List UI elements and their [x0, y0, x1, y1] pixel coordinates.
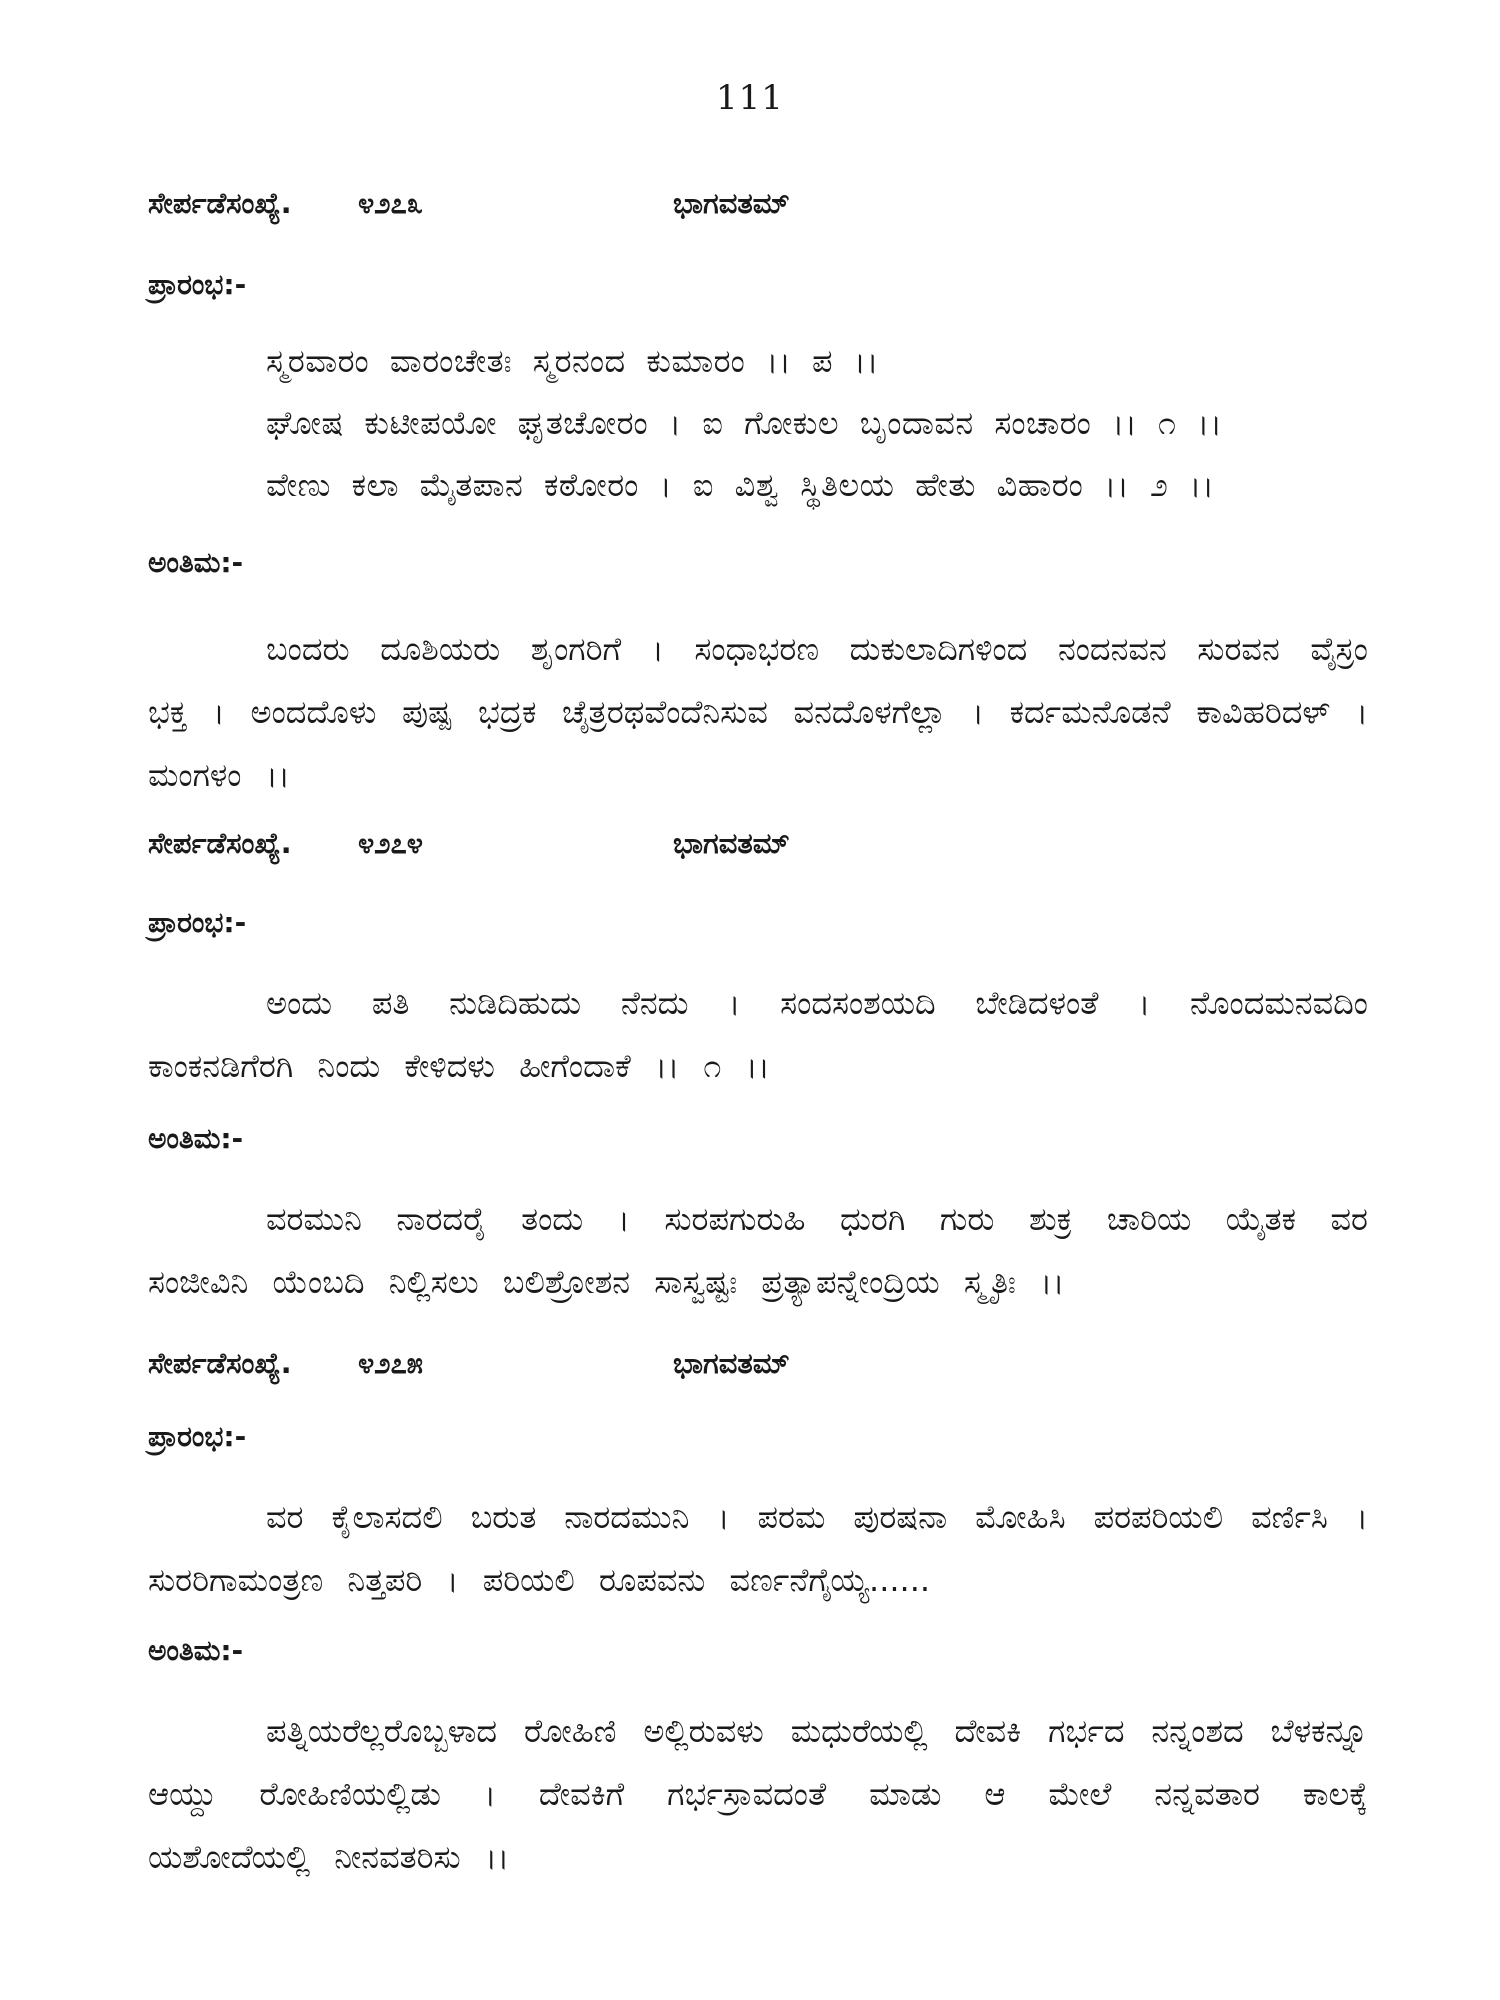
serial-number: ೪೨೭೪	[358, 826, 423, 860]
start-label: ಪ್ರಾರಂಭ:-	[148, 268, 247, 301]
catalog-entry	[148, 186, 1368, 807]
serial-label: ಸೇರ್ಪಡೆಸಂಖ್ಯೆ.	[148, 826, 292, 860]
verse-line: ವೇಣು ಕಲಾ ಮೈತಪಾನ ಕಠೋರಂ । ಐ ವಿಶ್ವ ಸ್ಥಿತಿಲಯ ಹೇತು ವಿಹಾರಂ ।। ೨ ।।	[266, 466, 1215, 504]
end-label: ಅಂತಿಮ:-	[148, 1634, 244, 1667]
end-label: ಅಂತಿಮ:-	[148, 546, 244, 579]
start-verse	[148, 330, 1368, 516]
end-text: ವರಮುನಿ ನಾರದರೈ ತಂದು । ಸುರಪಗುರುಹಿ ಧುರಗಿ ಗುರು ಶುಕ್ರ ಚಾರಿಯ ಯೈತಕ ವರ ಸಂಜೀವಿನಿ ಯೆಂಬದಿ ನಿಲ್ಲಿಸಲು ಬಲಿಶ್ರೋಶನ ಸಾಸ್ವಷ್ಟಃ ಪ್ರತ್ಯಾಪನ್ನೇಂದ್ರಿಯ ಸ್ಮೃತಿಃ ।।	[148, 1200, 1368, 1301]
start-label: ಪ್ರಾರಂಭ:-	[148, 1420, 247, 1453]
end-label: ಅಂತಿಮ:-	[148, 1122, 244, 1155]
entry-header	[148, 186, 1368, 234]
end-text: ಪತ್ನಿಯರೆಲ್ಲರೊಬ್ಬಳಾದ ರೋಹಿಣಿ ಅಲ್ಲಿರುವಳು ಮಧುರೆಯಲ್ಲಿ ದೇವಕಿ ಗರ್ಭದ ನನ್ನಂಶದ ಬೆಳಕನ್ನೂ ಆಯ್ದು ರೋಹಿಣಿಯಲ್ಲಿಡು । ದೇವಕಿಗೆ ಗರ್ಭಸ್ರಾವದಂತೆ ಮಾಡು ಆ ಮೇಲೆ ನನ್ನವತಾರ ಕಾಲಕ್ಕೆ ಯಶೋದೆಯಲ್ಲಿ ನೀನವತರಿಸು ।।	[148, 1712, 1368, 1876]
entry-title: ಭಾಗವತಮ್	[673, 186, 790, 220]
serial-number: ೪೨೭೫	[358, 1346, 423, 1380]
entry-header	[148, 826, 1368, 874]
catalog-entry	[148, 1346, 1368, 1889]
verse-line: ಘೋಷ ಕುಟೀಪಯೋ ಘೃತಚೋರಂ । ಐ ಗೋಕುಲ ಬೃಂದಾವನ ಸಂಚಾರಂ ।। ೧ ।।	[266, 404, 1223, 442]
serial-number: ೪೨೭೩	[358, 186, 423, 220]
page-number: 111	[716, 78, 784, 118]
start-label: ಪ್ರಾರಂಭ:-	[148, 906, 247, 939]
entry-title: ಭಾಗವತಮ್	[673, 1346, 790, 1380]
serial-label: ಸೇರ್ಪಡೆಸಂಖ್ಯೆ.	[148, 186, 292, 220]
serial-label: ಸೇರ್ಪಡೆಸಂಖ್ಯೆ.	[148, 1346, 292, 1380]
end-text: ಬಂದರು ದೂಶಿಯರು ಶೃಂಗರಿಗೆ । ಸಂಧಾಭರಣ ದುಕುಲಾದಿಗಳಿಂದ ನಂದನವನ ಸುರವನ ವೈಸ್ರಂ ಭಕ್ತ । ಅಂದದೊಳು ಪುಷ್ಪ ಭದ್ರಕ ಚೈತ್ರರಥವೆಂದೆನಿಸುವ ವನದೊಳಗೆಲ್ಲಾ । ಕರ್ದಮನೊಡನೆ ಕಾವಿಹರಿದಳ್ । ಮಂಗಳಂ ।।	[148, 630, 1368, 794]
start-text: ಅಂದು ಪತಿ ನುಡಿದಿಹುದು ನೆನದು । ಸಂದಸಂಶಯದಿ ಬೇಡಿದಳಂತೆ । ನೊಂದಮನವದಿಂ ಕಾಂಕನಡಿಗೆರಗಿ ನಿಂದು ಕೇಳಿದಳು ಹೀಗೆಂದಾಕೆ ।। ೧ ।।	[148, 984, 1368, 1085]
entry-title: ಭಾಗವತಮ್	[673, 826, 790, 860]
catalog-entry	[148, 826, 1368, 1314]
entry-header	[148, 1346, 1368, 1394]
verse-line: ಸ್ಮರವಾರಂ ವಾರಂಚೇತಃ ಸ್ಮರನಂದ ಕುಮಾರಂ ।। ಪ ।।	[266, 342, 879, 380]
start-text: ವರ ಕೈಲಾಸದಲಿ ಬರುತ ನಾರದಮುನಿ । ಪರಮ ಪುರಷನಾ ಮೋಹಿಸಿ ಪರಪರಿಯಲಿ ವರ್ಣಿಸಿ । ಸುರರಿಗಾಮಂತ್ರಣ ನಿತ್ತಪರಿ । ಪರಿಯಲಿ ರೂಪವನು ವರ್ಣನೆಗೈಯ್ಯ......	[148, 1498, 1368, 1599]
